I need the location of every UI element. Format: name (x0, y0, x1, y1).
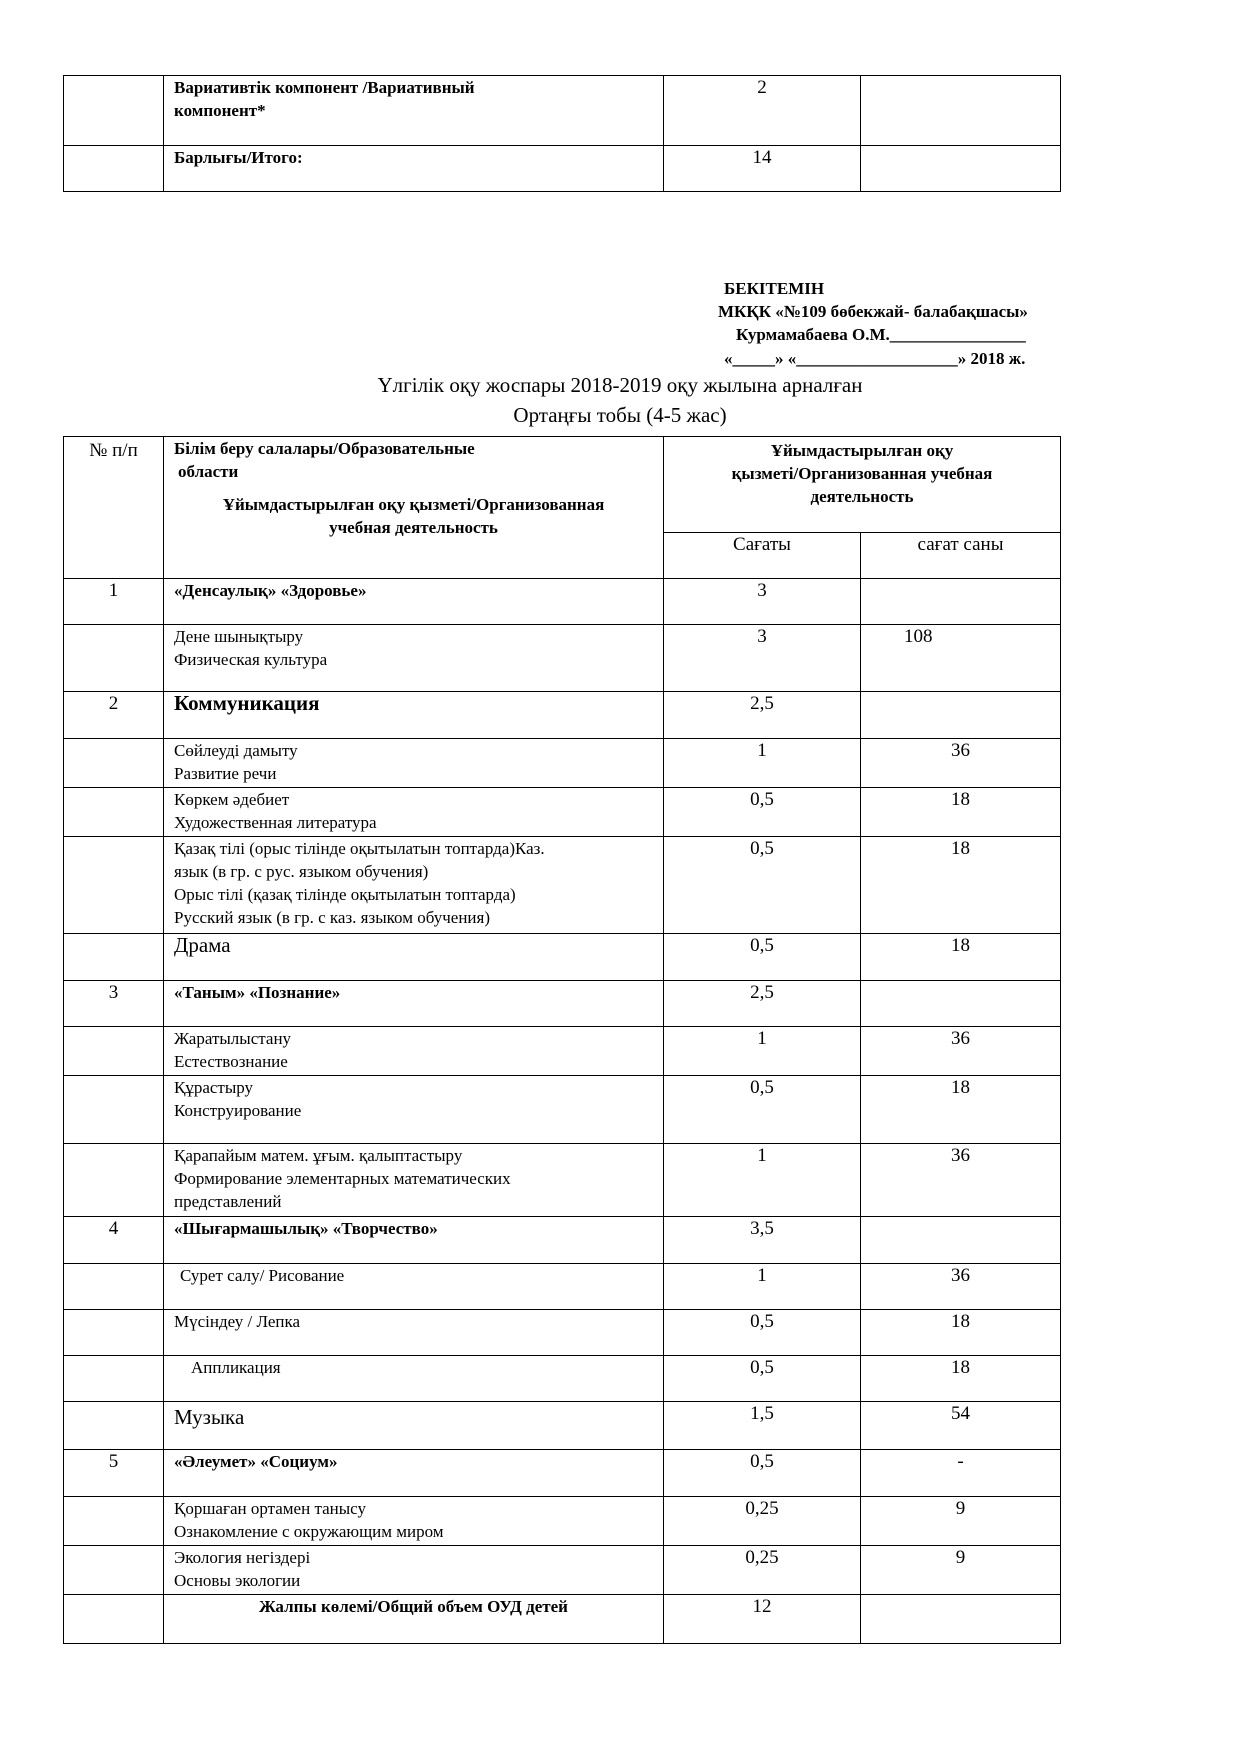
count-header: сағат саны (861, 533, 1061, 579)
hours-header: Сағаты (664, 533, 861, 579)
activity-cell: Көркем әдебиет Художественная литература (164, 788, 664, 837)
activity-cell: Сөйлеуді дамыту Развитие речи (164, 739, 664, 788)
table-row (64, 692, 1061, 739)
num-cell (64, 1076, 164, 1144)
activity-cell: Құрастыру Конструирование (164, 1076, 664, 1144)
hours-cell: 14 (664, 146, 861, 192)
activity-cell: Қазақ тілі (орыс тілінде оқытылатын топтарда)Каз. язык (в гр. с рус. языком обучения) Орыс тілі (қазақ тілінде оқытылатын топтарда) Русский язык (в гр. с каз. языком обучения) (164, 837, 664, 934)
hours-cell: 1 (664, 739, 861, 788)
count-cell: 18 (861, 837, 1061, 934)
table-row (64, 1076, 1061, 1144)
table-row (64, 1264, 1061, 1310)
row-label: Вариативтік компонент /Вариативный (174, 78, 475, 97)
table-row (64, 579, 1061, 625)
table-row (64, 1310, 1061, 1356)
oud-header: Ұйымдастырылған оқу қызметі/Организованная учебная деятельность (664, 437, 1061, 533)
num-cell (64, 1402, 164, 1450)
num-cell (64, 1497, 164, 1546)
num-cell (64, 1144, 164, 1217)
area-cell: «Таным» «Познание» (164, 981, 664, 1027)
hours-cell: 1 (664, 1144, 861, 1217)
count-cell: 18 (861, 1356, 1061, 1402)
activity-cell: Аппликация (164, 1356, 664, 1402)
count-cell: 36 (861, 1264, 1061, 1310)
num-cell (64, 76, 164, 146)
table-row (64, 981, 1061, 1027)
hours-cell: 0,5 (664, 934, 861, 981)
table-row (64, 1497, 1061, 1546)
table-row (64, 1546, 1061, 1595)
count-cell (861, 981, 1061, 1027)
area-cell: «Әлеумет» «Социум» (164, 1450, 664, 1497)
table-row (64, 625, 1061, 692)
count-cell (861, 1595, 1061, 1644)
group-subtitle: Ортаңғы тобы (4-5 жас) (513, 403, 727, 427)
hours-cell: 3 (664, 625, 861, 692)
table-row (64, 1144, 1061, 1217)
num-cell (64, 1595, 164, 1644)
hours-cell: 3,5 (664, 1217, 861, 1264)
num-cell (64, 1310, 164, 1356)
count-cell: 36 (861, 1144, 1061, 1217)
hours-cell: 0,5 (664, 1450, 861, 1497)
count-cell: 54 (861, 1402, 1061, 1450)
activity-cell: Жаратылыстану Естествознание (164, 1027, 664, 1076)
num-cell: 5 (64, 1450, 164, 1497)
table-row (64, 837, 1061, 934)
count-cell: 36 (861, 739, 1061, 788)
hours-cell: 1 (664, 1027, 861, 1076)
hours-cell: 0,5 (664, 1076, 861, 1144)
hours-cell: 3 (664, 579, 861, 625)
num-header: № п/п (64, 437, 164, 579)
num-cell (64, 1546, 164, 1595)
count-cell: 18 (861, 934, 1061, 981)
hours-cell: 12 (664, 1595, 861, 1644)
num-cell (64, 739, 164, 788)
num-cell (64, 625, 164, 692)
variative-component-cell (164, 76, 664, 146)
hours-cell: 0,25 (664, 1546, 861, 1595)
table-row (64, 1402, 1061, 1450)
num-cell (64, 1264, 164, 1310)
activity-cell: Экология негіздері Основы экологии (164, 1546, 664, 1595)
count-cell (861, 692, 1061, 739)
row-label-cont: компонент* (174, 101, 266, 120)
num-cell: 2 (64, 692, 164, 739)
table-row (64, 1217, 1061, 1264)
num-cell: 4 (64, 1217, 164, 1264)
curriculum-table (63, 436, 1061, 1644)
activity-cell: Сурет салу/ Рисование (164, 1264, 664, 1310)
total-volume-cell: Жалпы көлемі/Общий объем ОУД детей (164, 1595, 664, 1644)
approval-date: «_____» «___________________» 2018 ж. (724, 349, 1026, 368)
count-cell: - (861, 1450, 1061, 1497)
hours-cell: 0,5 (664, 837, 861, 934)
num-cell (64, 1356, 164, 1402)
num-cell (64, 837, 164, 934)
plan-title: Үлгілік оқу жоспары 2018-2019 оқу жылына арналған (377, 373, 863, 397)
num-cell (64, 934, 164, 981)
hours-cell: 1,5 (664, 1402, 861, 1450)
activity-cell: Мүсіндеу / Лепка (164, 1310, 664, 1356)
table-header-row (64, 437, 1061, 533)
count-cell: 36 (861, 1027, 1061, 1076)
num-cell (64, 788, 164, 837)
table-row (64, 146, 1061, 192)
count-cell: 9 (861, 1497, 1061, 1546)
total-label-cell: Барлығы/Итого: (164, 146, 664, 192)
table-row (64, 1027, 1061, 1076)
count-cell (861, 76, 1061, 146)
table-row (64, 1450, 1061, 1497)
count-cell: 18 (861, 1310, 1061, 1356)
approval-title: БЕКІТЕМІН (724, 279, 825, 298)
activity-cell: Музыка (164, 1402, 664, 1450)
hours-cell: 1 (664, 1264, 861, 1310)
count-cell (861, 579, 1061, 625)
table-row (64, 934, 1061, 981)
table-row (64, 76, 1061, 146)
count-cell: 18 (861, 1076, 1061, 1144)
approval-signatory: Курмамабаева О.М.________________ (736, 325, 1026, 344)
hours-cell: 0,25 (664, 1497, 861, 1546)
hours-cell: 2,5 (664, 692, 861, 739)
top-summary-table (63, 75, 1061, 192)
count-cell: 108 (861, 625, 1061, 692)
hours-cell: 2 (664, 76, 861, 146)
count-cell: 9 (861, 1546, 1061, 1595)
num-cell (64, 1027, 164, 1076)
activity-cell: Дене шынықтыру Физическая культура (164, 625, 664, 692)
table-row (64, 788, 1061, 837)
num-cell (64, 146, 164, 192)
area-cell: «Шығармашылық» «Творчество» (164, 1217, 664, 1264)
num-cell: 3 (64, 981, 164, 1027)
table-row (64, 1356, 1061, 1402)
area-cell: «Денсаулық» «Здоровье» (164, 579, 664, 625)
count-cell: 18 (861, 788, 1061, 837)
area-header: Білім беру салалары/Образовательные области Ұйымдастырылған оқу қызметі/Организованная учебная деятельность (164, 437, 664, 579)
activity-cell: Қоршаған ортамен танысу Ознакомление с окружающим миром (164, 1497, 664, 1546)
hours-cell: 2,5 (664, 981, 861, 1027)
area-cell: Коммуникация (164, 692, 664, 739)
table-row (64, 739, 1061, 788)
activity-cell: Драма (164, 934, 664, 981)
approval-organization: МКҚК «№109 бөбекжай- балабақшасы» (718, 302, 1028, 321)
hours-cell: 0,5 (664, 1356, 861, 1402)
hours-cell: 0,5 (664, 788, 861, 837)
count-cell (861, 146, 1061, 192)
table-row (64, 1595, 1061, 1644)
num-cell: 1 (64, 579, 164, 625)
activity-cell: Қарапайым матем. ұғым. қалыптастыру Формирование элементарных математических представлений (164, 1144, 664, 1217)
count-cell (861, 1217, 1061, 1264)
hours-cell: 0,5 (664, 1310, 861, 1356)
